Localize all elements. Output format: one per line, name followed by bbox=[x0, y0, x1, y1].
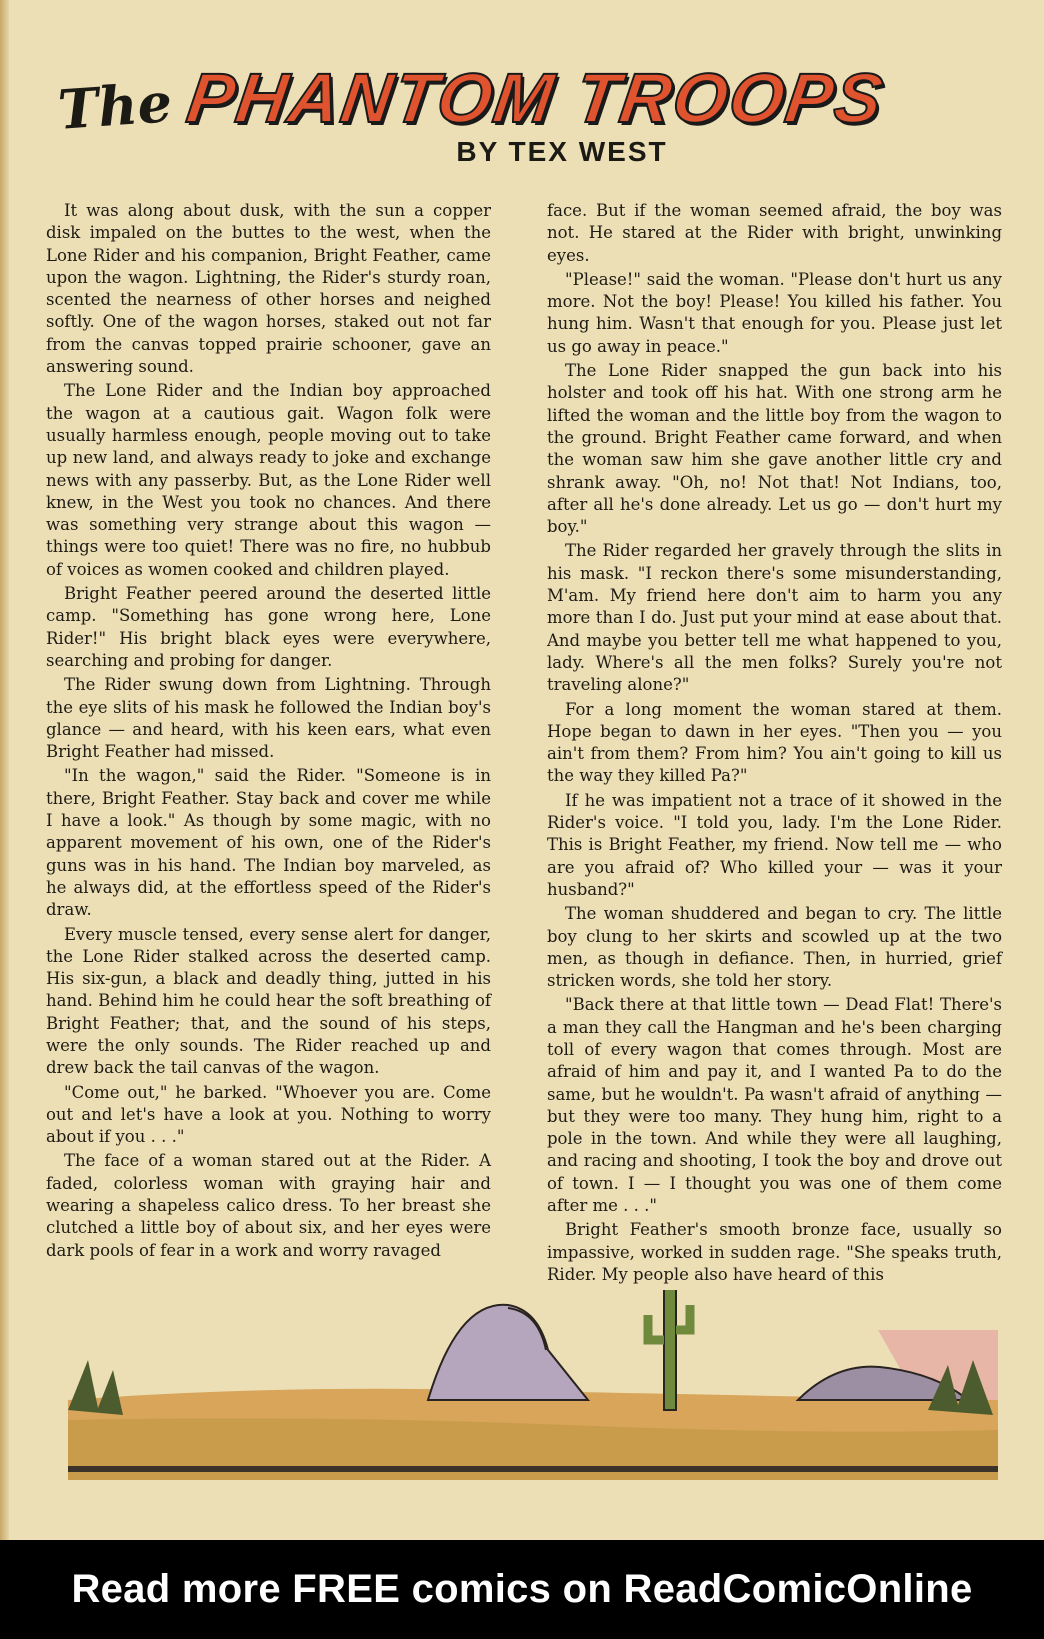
story-paragraph: Bright Feather peered around the deserted little camp. "Something has gone wrong here, Lone Rider!" His bright black eyes were everywhere, searching and probing for danger. bbox=[46, 584, 491, 670]
story-paragraph: The woman shuddered and began to cry. The little boy clung to her skirts and scowled up at the two men, as though in defiance. Then, in hurried, grief stricken words, she told her story. bbox=[547, 904, 1002, 991]
title-main: PHANTOM TROOPS bbox=[182, 59, 889, 137]
story-paragraph-continued: face. But if the woman seemed afraid, the boy was not. He stared at the Rider with bright, unwinking eyes. bbox=[547, 201, 1002, 265]
story-paragraph: The Rider swung down from Lightning. Through the eye slits of his mask he followed the Indian boy's glance — and heard, with his keen ears, what even Bright Feather had missed. bbox=[46, 675, 491, 762]
story-paragraph: "Back there at that little town — Dead Flat! There's a man they call the Hangman and he's been charging toll of every wagon that comes through. Most are afraid of him and pay it, and I wanted Pa to do the same, but he wouldn't. Pa wasn't afraid of anything — but they were too many. They hung him, right to a pole in the town. And while they were all laughing, and racing and shooting, I took the boy and drove out of town. I — I thought you was one of them come after me . . ." bbox=[547, 995, 1002, 1216]
story-paragraph: The face of a woman stared out at the Rider. A faded, colorless woman with graying hair and wearing a shapeless calico dress. To her breast she clutched a little boy of about six, and her eyes were dark pools of fear in a work and worry ravaged bbox=[46, 1151, 491, 1260]
story-title bbox=[55, 38, 998, 142]
story-paragraph: Every muscle tensed, every sense alert for danger, the Lone Rider stalked across the deserted camp. His six-gun, a black and deadly thing, jutted in his hand. Behind him he could hear the soft breathing of Bright Feather; that, and the sound of his steps, were the only sounds. The Rider reached up and drew back the tail canvas of the wagon. bbox=[46, 924, 491, 1078]
story-paragraph: "In the wagon," said the Rider. "Someone is in there, Bright Feather. Stay back and cover me while I have a look." As though by some magic, with no apparent movement of his own, one of the Rider's guns was in his hand. The Indian boy marveled, as he always did, at the effortless speed of the Rider's draw. bbox=[46, 766, 491, 920]
page-spine-edge bbox=[0, 0, 9, 1540]
story-paragraph: Bright Feather's smooth bronze face, usually so impassive, worked in sudden rage. "She speaks truth, Rider. My people also have heard of this bbox=[547, 1220, 1002, 1284]
promo-banner[interactable] bbox=[0, 1540, 1044, 1639]
story-column-right bbox=[547, 200, 1002, 1288]
desert-landscape-illustration bbox=[68, 1290, 998, 1480]
story-paragraph: The Rider regarded her gravely through the slits in his mask. "I reckon there's some misunderstanding, M'am. My friend here don't aim to harm you any more than I do. Just put your mind at ease about that. And maybe you better tell me what happened to you, lady. Where's all the men folks? Surely you're not traveling alone?" bbox=[547, 541, 1002, 695]
art-cactus-arm-right bbox=[676, 1305, 690, 1330]
story-paragraph: For a long moment the woman stared at them. Hope began to dawn in her eyes. "Then you — you ain't from them? From him? You ain't going to kill us the way they killed Pa?" bbox=[547, 699, 1002, 786]
story-paragraph: The Lone Rider and the Indian boy approached the wagon at a cautious gait. Wagon folk were usually harmless enough, people moving out to take up new land, and always ready to joke and exchange news with any passerby. But, as the Lone Rider well knew, in the West you took no chances. And there was something very strange about this wagon — things were too quiet! There was no fire, no hubbub of voices as women cooked and children played. bbox=[46, 381, 491, 579]
byline-text: BY TEX WEST bbox=[456, 136, 668, 167]
story-paragraph: If he was impatient not a trace of it showed in the Rider's voice. "I told you, lady. I'm the Lone Rider. This is Bright Feather, my friend. Now tell me — who are you afraid of? Who killed your — was it your husband?" bbox=[547, 790, 1002, 899]
story-column-left bbox=[46, 200, 491, 1264]
story-paragraph: The Lone Rider snapped the gun back into his holster and took off his hat. With one strong arm he lifted the woman and the little boy from the wagon to the ground. Bright Feather came forward, and when the woman saw him she gave another little cry and shrank away. "Oh, no! Not that! Not Indians, too, after all he's done already. Let us go — don't hurt my boy." bbox=[547, 361, 1002, 537]
byline bbox=[0, 136, 1044, 168]
art-cactus-trunk bbox=[664, 1290, 676, 1410]
title-prefix: The bbox=[55, 70, 174, 142]
promo-banner-text[interactable]: Read more FREE comics on ReadComicOnline bbox=[71, 1567, 973, 1611]
story-paragraph: "Come out," he barked. "Whoever you are. Come out and let's have a look at you. Nothing to worry about if you . . ." bbox=[46, 1082, 491, 1147]
story-paragraph: It was along about dusk, with the sun a copper disk impaled on the buttes to the west, when the Lone Rider and his companion, Bright Feather, came upon the wagon. Lightning, the Rider's sturdy roan, scented the nearness of other horses and neighed softly. One of the wagon horses, staked out not far from the canvas topped prairie schooner, gave an answering sound. bbox=[46, 201, 491, 377]
art-bottom-line bbox=[68, 1466, 998, 1472]
story-paragraph: "Please!" said the woman. "Please don't hurt us any more. Not the boy! Please! You killed his father. You hung him. Wasn't that enough for you. Please just let us go away in peace." bbox=[547, 269, 1002, 356]
